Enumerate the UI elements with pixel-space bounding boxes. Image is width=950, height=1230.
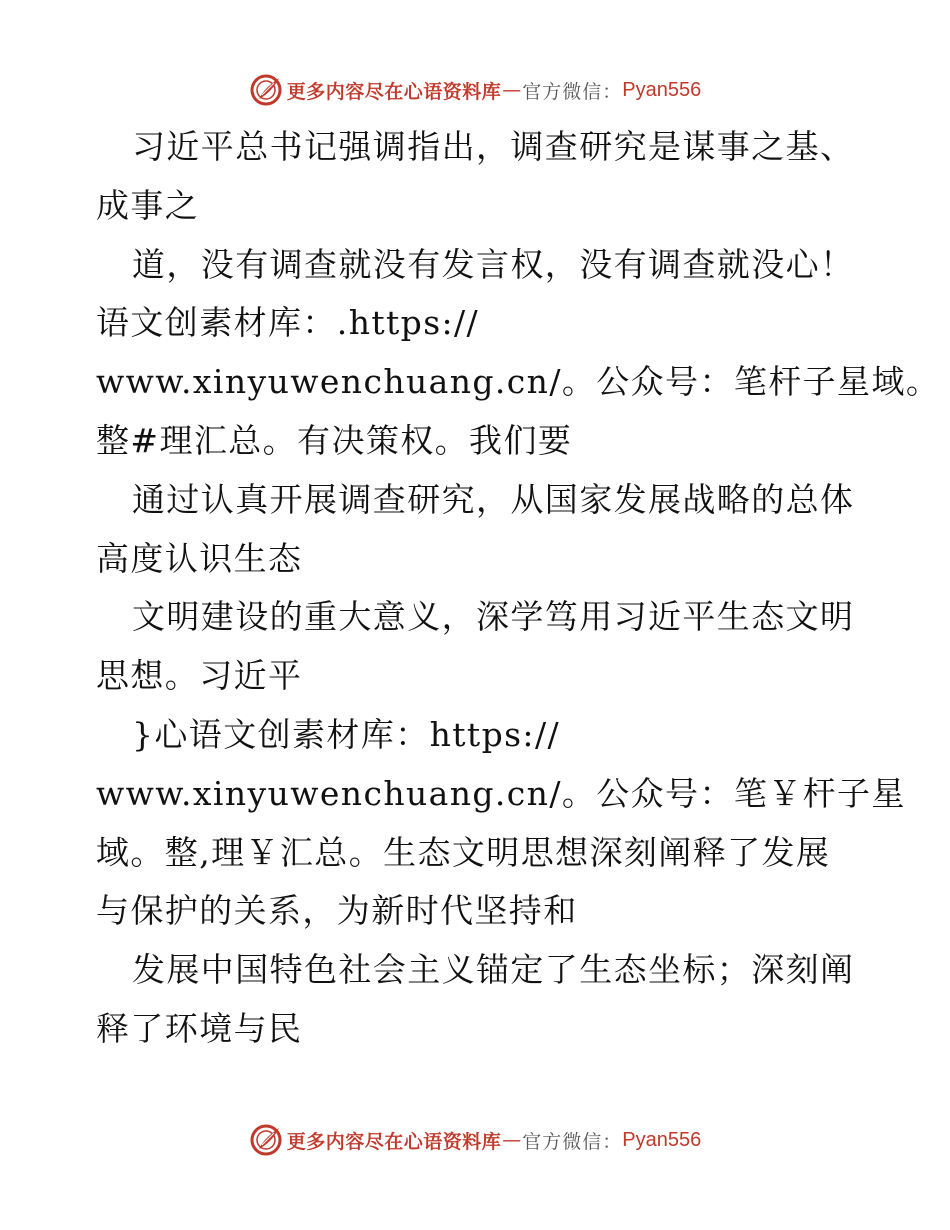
- header-banner-title: 更多内容尽在心语资料库: [286, 80, 502, 103]
- body-line: 成事之: [96, 185, 200, 225]
- body-line: 习近平总书记强调指出，调查研究是谋事之基、: [132, 127, 855, 166]
- body-line: 与保护的关系，为新时代坚持和: [96, 891, 578, 931]
- body-line: 思想。习近平: [96, 656, 303, 696]
- footer-banner-dash: —: [502, 1129, 522, 1151]
- feather-logo-icon: [249, 73, 283, 107]
- header-watermark-banner: [0, 70, 950, 110]
- footer-banner-label: 官方微信：: [522, 1130, 623, 1153]
- body-line: 高度认识生态: [96, 538, 303, 578]
- body-line: 发展中国特色社会主义锚定了生态坐标；深刻阐: [132, 950, 855, 990]
- header-banner-dash: —: [502, 79, 522, 101]
- body-line: www.xinyuwenchuang.cn/。公众号：笔杆子星域。: [96, 362, 941, 402]
- body-line: }心语文创素材库：https://: [132, 714, 560, 754]
- document-body: [96, 118, 941, 1059]
- body-line: 道，没有调查就没有发言权，没有调查就没心！: [132, 244, 855, 284]
- body-line: 语文创素材库：.https://: [96, 303, 480, 343]
- body-line: 释了环境与民: [96, 1008, 303, 1048]
- header-banner-label: 官方微信：: [522, 80, 623, 103]
- body-line: 文明建设的重大意义，深学笃用习近平生态文明: [132, 597, 855, 637]
- feather-logo-icon: [249, 1123, 283, 1157]
- body-line: 整#理汇总。有决策权。我们要: [96, 420, 573, 460]
- footer-banner-wechat-id: Pyan556: [622, 1128, 702, 1151]
- header-banner-wechat-id: Pyan556: [622, 78, 702, 101]
- footer-watermark-banner: [0, 1120, 950, 1160]
- footer-banner-title: 更多内容尽在心语资料库: [286, 1130, 502, 1153]
- body-line: www.xinyuwenchuang.cn/。公众号：笔￥杆子星: [96, 773, 906, 813]
- body-line: 域。整,理￥汇总。生态文明思想深刻阐释了发展: [96, 832, 831, 872]
- body-line: 通过认真开展调查研究，从国家发展战略的总体: [132, 479, 855, 519]
